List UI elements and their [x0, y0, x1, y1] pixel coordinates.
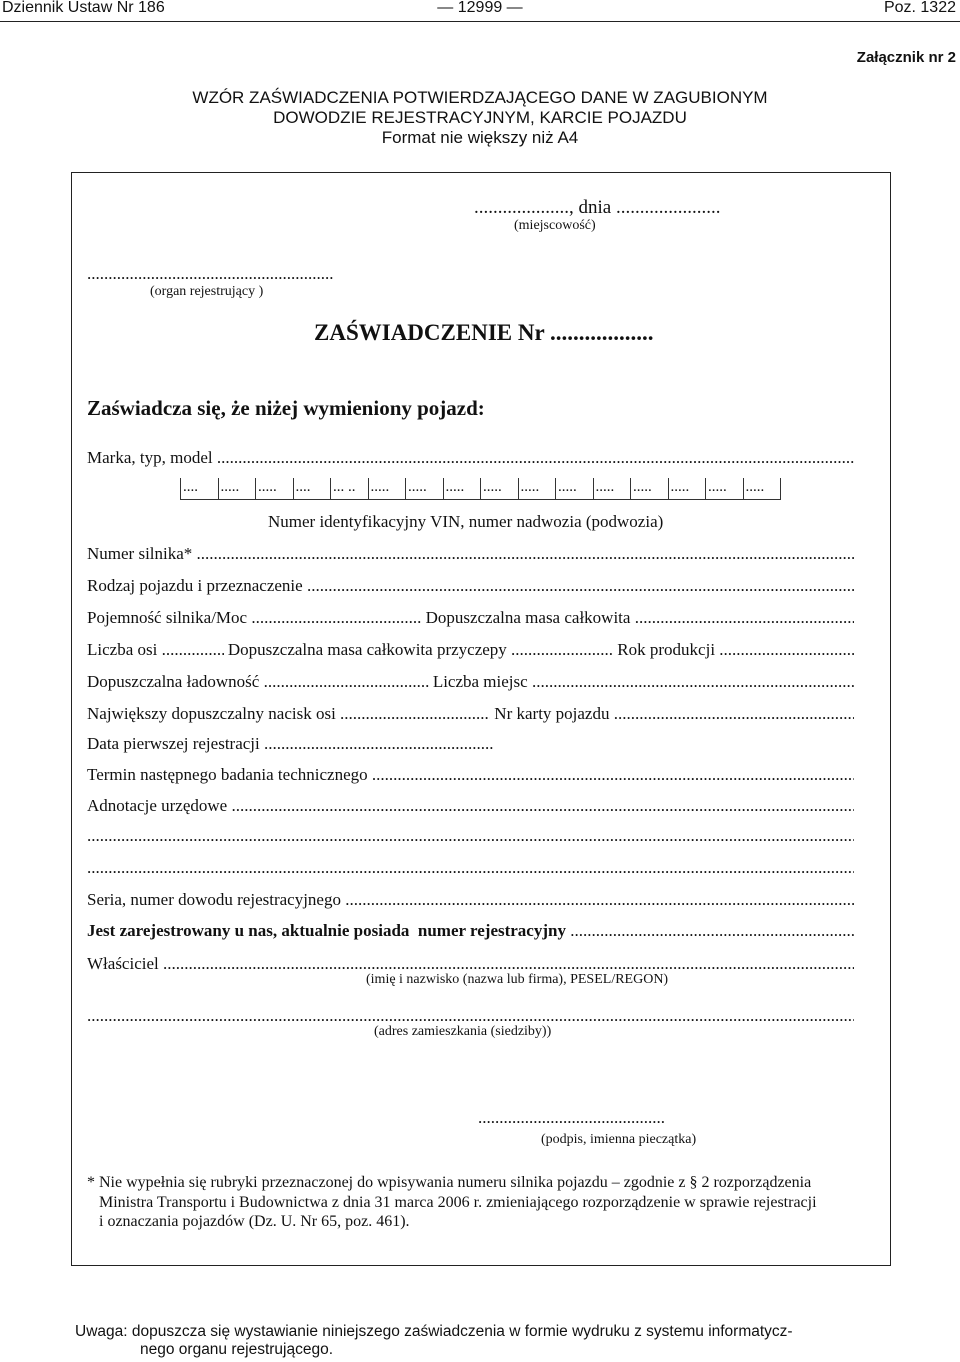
field-numer-silnika-blank[interactable]: [197, 544, 854, 564]
place-caption: (miejscowość): [514, 218, 596, 233]
address-caption: (adres zamieszkania (siedziby)): [374, 1024, 552, 1039]
field-pojemnosc-dmc: [87, 608, 854, 628]
vin-boxes: [180, 478, 780, 502]
field-dmc-label: Dopuszczalna masa całkowita: [425, 608, 631, 627]
vin-box[interactable]: .....: [555, 478, 594, 500]
field-data-rejestracji-label: Data pierwszej rejestracji: [87, 734, 260, 753]
footnote-line-2: Ministra Transportu i Budownictwa z dnia 31 marca 2006 r. zmieniającego rozporządzenie w sprawie rejestracji: [99, 1194, 817, 1211]
title-line-1: WZÓR ZAŚWIADCZENIA POTWIERDZAJĄCEGO DANE W ZAGUBIONYM: [192, 88, 768, 107]
vin-box[interactable]: .....: [593, 478, 632, 500]
field-termin-badania-blank[interactable]: [372, 765, 854, 785]
field-zarejestrowany: [87, 921, 854, 941]
annex-label: Załącznik nr 2: [856, 49, 956, 66]
organ-caption: (organ rejestrujący ): [150, 284, 264, 299]
field-adnotacje: [87, 796, 854, 816]
field-data-rejestracji-blank[interactable]: [264, 734, 493, 754]
vin-box[interactable]: .....: [255, 478, 294, 500]
field-liczba-miejsc-blank[interactable]: [532, 672, 854, 692]
footnote-line-3: i oznaczania pojazdów (Dz. U. Nr 65, poz. 461).: [99, 1213, 410, 1230]
title-line-3: Format nie większy niż A4: [381, 128, 579, 147]
note-line-1: Uwaga: dopuszcza się wystawianie niniejszego zaświadczenia w formie wydruku z systemu informatycz-: [75, 1323, 793, 1340]
field-adnotacje-label: Adnotacje urzędowe: [87, 796, 228, 815]
field-seria-dowodu: [87, 890, 854, 910]
vin-box[interactable]: .....: [443, 478, 482, 500]
field-dmc-blank[interactable]: [635, 608, 854, 628]
field-seria-dowodu-label: Seria, numer dowodu rejestracyjnego: [87, 890, 341, 909]
vin-box[interactable]: .....: [480, 478, 519, 500]
organ-line: ..........................................................: [87, 264, 334, 283]
field-rok-label: Rok produkcji: [617, 640, 716, 659]
field-nr-karty-label: Nr karty pojazdu: [494, 704, 610, 723]
field-pojemnosc-blank[interactable]: [251, 608, 421, 628]
field-adnotacje-blank[interactable]: [231, 796, 854, 816]
certificate-heading: ZAŚWIADCZENIE Nr ..................: [314, 320, 654, 345]
vin-box[interactable]: .....: [368, 478, 407, 500]
field-rok-blank[interactable]: [719, 640, 854, 660]
field-liczba-osi-label: Liczba osi: [87, 640, 158, 659]
address-line[interactable]: [87, 1006, 854, 1026]
field-marka-blank[interactable]: [217, 448, 854, 468]
field-marka-label: Marka, typ, model: [87, 448, 213, 467]
field-ladownosc-miejsca: [87, 672, 854, 692]
field-nacisk-label: Największy dopuszczalny nacisk osi: [87, 704, 336, 723]
field-wlasciciel-label: Właściciel: [87, 954, 159, 973]
field-rodzaj-blank[interactable]: [307, 576, 854, 596]
field-nacisk-karta: [87, 704, 854, 724]
vin-box[interactable]: .....: [405, 478, 444, 500]
field-termin-badania-label: Termin następnego badania technicznego: [87, 765, 368, 784]
field-nacisk-blank[interactable]: [340, 704, 490, 724]
place-date-line: ...................., dnia ......................: [474, 197, 721, 218]
footnote-line-1: * Nie wypełnia się rubryki przeznaczonej do wpisywania numeru silnika pojazdu – zgodnie z § 2 rozporządzenia: [87, 1174, 812, 1191]
page-number: — 12999 —: [437, 0, 523, 16]
field-termin-badania: [87, 765, 854, 785]
field-seria-dowodu-blank[interactable]: [345, 890, 854, 910]
vin-box[interactable]: ....: [180, 478, 219, 500]
vin-box[interactable]: .....: [630, 478, 669, 500]
signature-line: ............................................: [478, 1108, 665, 1127]
field-liczba-miejsc-label: Liczba miejsc: [432, 672, 528, 691]
vin-box[interactable]: .....: [518, 478, 557, 500]
field-ladownosc-blank[interactable]: [264, 672, 429, 692]
field-zarejestrowany-label: Jest zarejestrowany u nas, aktualnie posiada numer rejestracyjny: [87, 921, 566, 940]
field-nr-karty-blank[interactable]: [614, 704, 854, 724]
field-numer-silnika-label: Numer silnika*: [87, 544, 193, 563]
vin-box[interactable]: .....: [218, 478, 257, 500]
field-liczba-osi-blank[interactable]: [162, 640, 224, 660]
vin-box[interactable]: .....: [668, 478, 707, 500]
field-zarejestrowany-blank[interactable]: [570, 921, 854, 941]
owner-caption: (imię i nazwisko (nazwa lub firma), PESEL/REGON): [366, 972, 669, 987]
intro-text: Zaświadcza się, że niżej wymieniony pojazd:: [87, 396, 485, 420]
field-rodzaj-label: Rodzaj pojazdu i przeznaczenie: [87, 576, 303, 595]
vin-box[interactable]: .....: [705, 478, 744, 500]
vin-box[interactable]: .....: [743, 478, 782, 500]
note-line-2: nego organu rejestrującego.: [140, 1341, 334, 1358]
title-line-2: DOWODZIE REJESTRACYJNYM, KARCIE POJAZDU: [273, 108, 687, 127]
position-number: Poz. 1322: [883, 0, 956, 16]
vin-box[interactable]: ....: [293, 478, 332, 500]
field-marka: [87, 448, 854, 468]
signature-caption: (podpis, imienna pieczątka): [541, 1132, 697, 1147]
field-osi-przyczepa-rok: [87, 640, 854, 660]
vin-box[interactable]: ... ..: [330, 478, 369, 500]
field-wlasciciel-blank[interactable]: [163, 954, 854, 974]
field-rodzaj: [87, 576, 854, 596]
adnotacje-line-3[interactable]: [87, 858, 854, 878]
field-numer-silnika: [87, 544, 854, 564]
field-dmc-przyczepy-label: Dopuszczalna masa całkowita przyczepy: [227, 640, 507, 659]
journal-name: Dziennik Ustaw Nr 186: [2, 0, 165, 16]
field-pojemnosc-label: Pojemność silnika/Moc: [87, 608, 248, 627]
field-dmc-przyczepy-blank[interactable]: [511, 640, 613, 660]
adnotacje-line-2[interactable]: [87, 826, 854, 846]
field-data-rejestracji: [87, 734, 493, 754]
field-wlasciciel: [87, 954, 854, 974]
field-ladownosc-label: Dopuszczalna ładowność: [87, 672, 260, 691]
vin-caption: Numer identyfikacyjny VIN, numer nadwozia (podwozia): [268, 512, 664, 531]
header-rule: [0, 21, 960, 22]
